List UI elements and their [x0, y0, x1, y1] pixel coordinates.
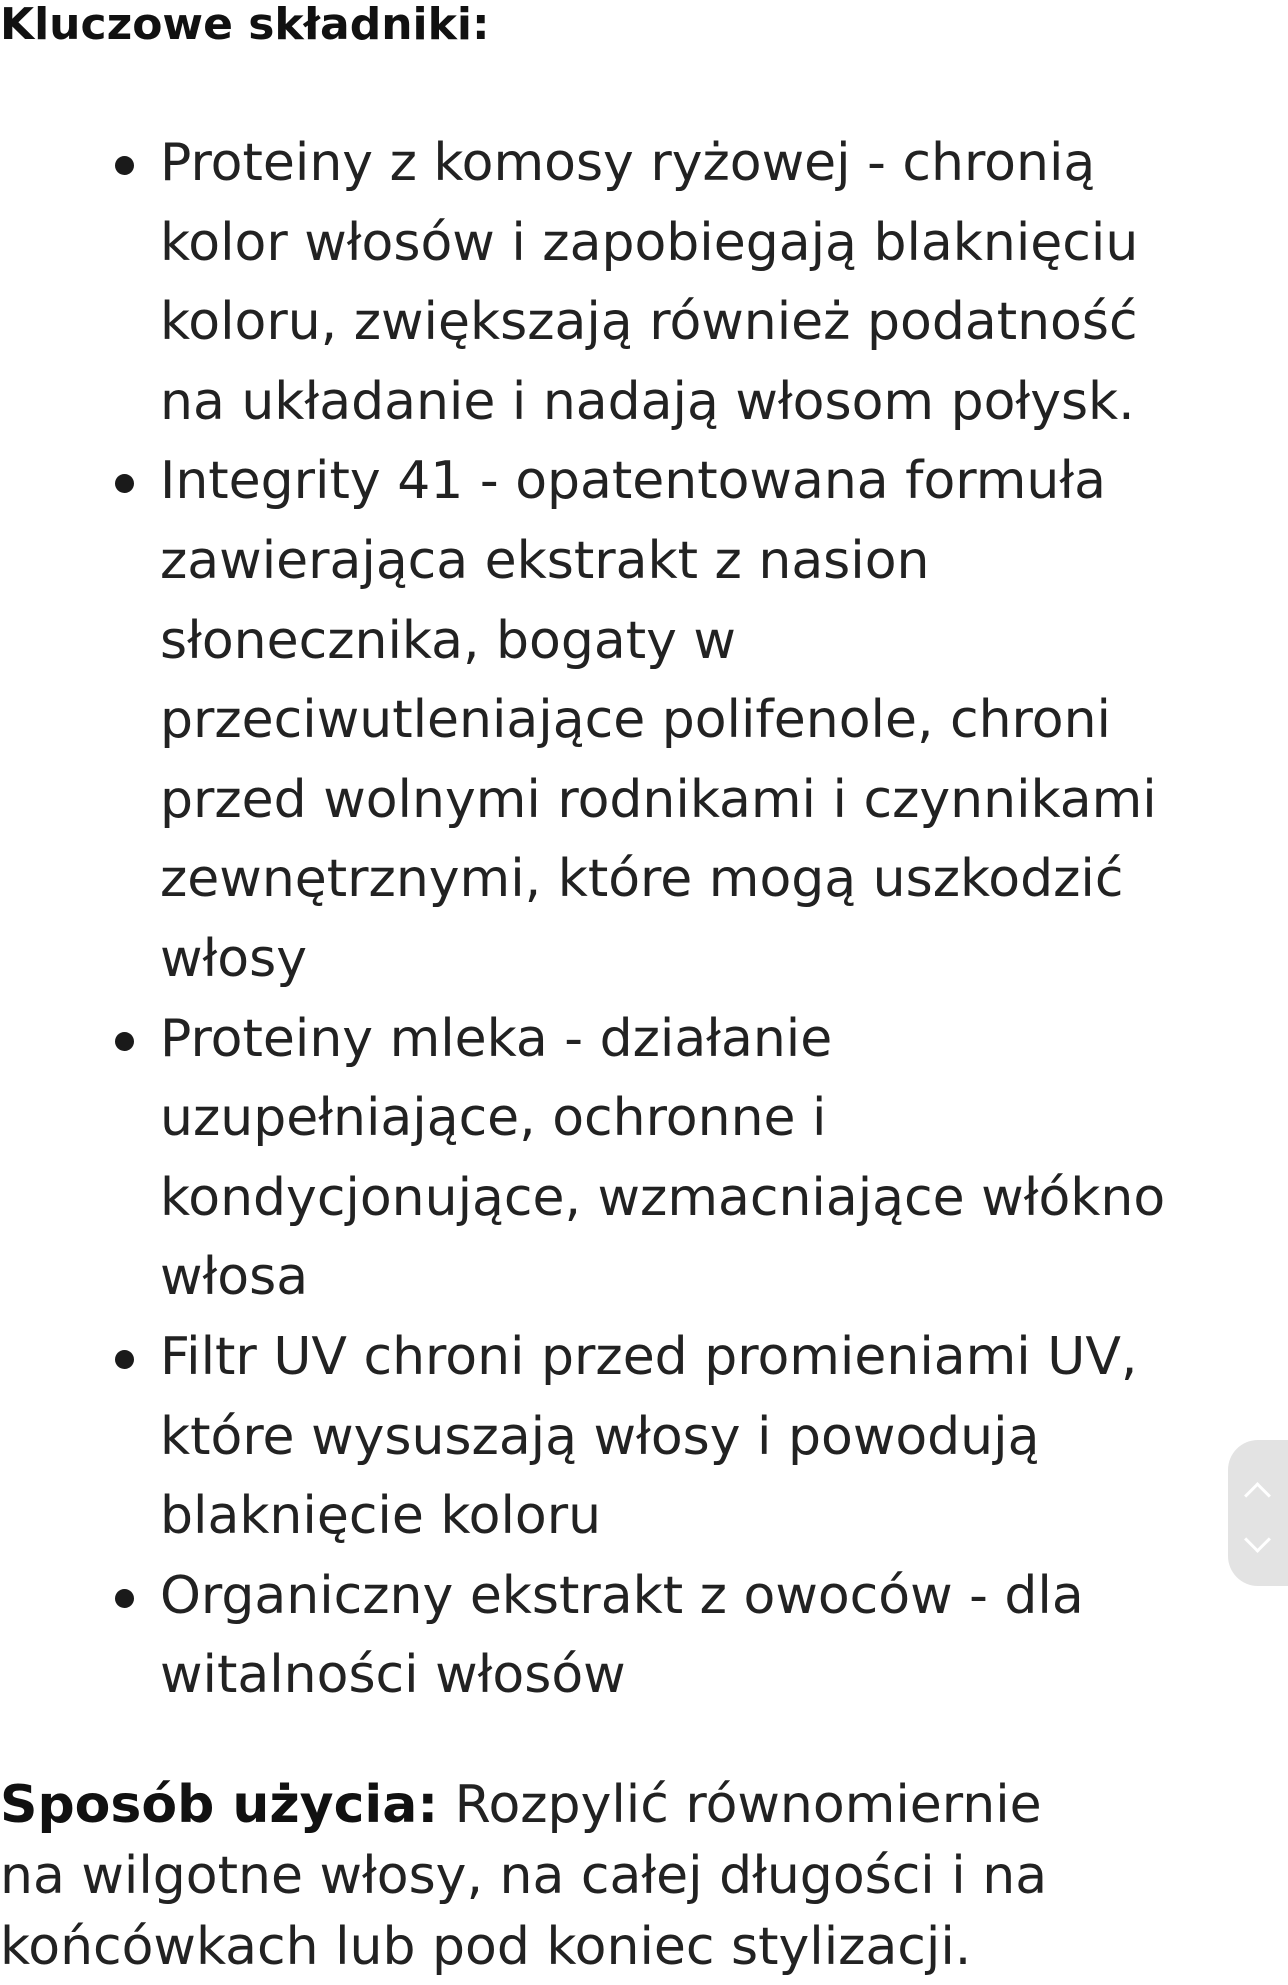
chevron-down-icon[interactable]	[1244, 1526, 1271, 1553]
list-item: Organiczny ekstrakt z owoców - dla witalności włosów	[160, 1557, 1170, 1716]
ingredients-list	[0, 124, 1170, 1716]
usage-text: Rozpylić równomiernie na wilgotne włosy, na całej długości i na końcówkach lub pod koniec stylizacji.	[0, 1775, 1048, 1977]
usage-paragraph	[0, 1770, 1120, 1983]
scroll-navigation-widget	[1228, 1440, 1288, 1586]
list-item: Integrity 41 - opatentowana formuła zawierająca ekstrakt z nasion słonecznika, bogaty w przeciwutleniające polifenole, chroni przed wolnymi rodnikami i czynnikami zewnętrznymi, które mogą uszkodzić włosy	[160, 442, 1170, 999]
key-ingredients-heading: Kluczowe składniki:	[0, 0, 490, 50]
chevron-up-icon[interactable]	[1244, 1482, 1271, 1509]
list-item: Filtr UV chroni przed promieniami UV, które wysuszają włosy i powodują blaknięcie koloru	[160, 1318, 1170, 1557]
list-item: Proteiny mleka - działanie uzupełniające, ochronne i kondycjonujące, wzmacniające włókno włosa	[160, 1000, 1170, 1318]
usage-label: Sposób użycia:	[0, 1775, 439, 1835]
list-item: Proteiny z komosy ryżowej - chronią kolor włosów i zapobiegają blaknięciu koloru, zwiększają również podatność na układanie i nadają włosom połysk.	[160, 124, 1170, 442]
